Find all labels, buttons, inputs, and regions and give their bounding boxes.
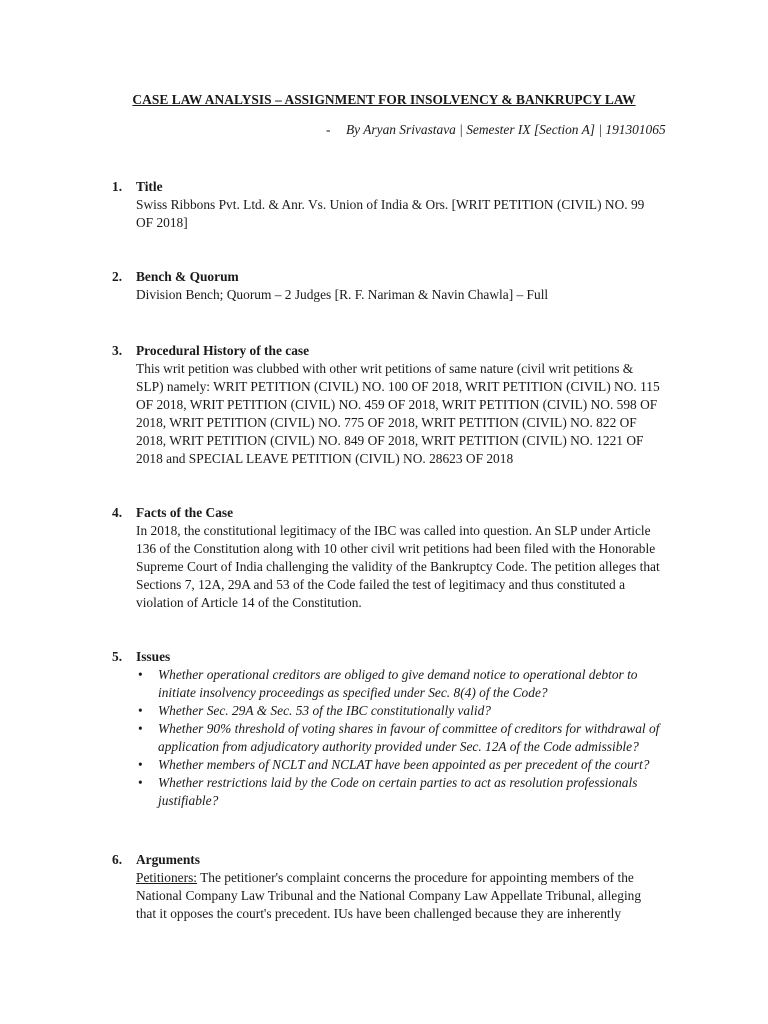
body-line: 2018, WRIT PETITION (CIVIL) NO. 849 OF 2018, WRIT PETITION (CIVIL) NO. 1221 OF — [136, 433, 644, 448]
section-body — [112, 522, 672, 612]
section-heading — [112, 342, 672, 360]
bullet-marker: • — [138, 721, 143, 736]
body-line: In 2018, the constitutional legitimacy of the IBC was called into question. An SLP under Article — [136, 523, 651, 538]
byline-dash: - — [326, 122, 331, 137]
bullet-line: Whether members of NCLT and NCLAT have been appointed as per precedent of the court? — [158, 757, 650, 772]
section-heading-text: Bench & Quorum — [136, 269, 239, 284]
bullet-line: Whether 90% threshold of voting shares in favour of committee of creditors for withdrawal of — [158, 721, 660, 736]
bullet-line: application from adjudicatory authority provided under Sec. 12A of the Code admissible? — [158, 739, 639, 754]
body-line: Swiss Ribbons Pvt. Ltd. & Anr. Vs. Union of India & Ors. [WRIT PETITION (CIVIL) NO. 99 — [136, 197, 645, 212]
section-heading — [112, 648, 672, 666]
section-heading — [112, 268, 672, 286]
bullet-line: Whether operational creditors are obliged to give demand notice to operational debtor to — [158, 667, 638, 682]
list-item — [136, 720, 672, 756]
body-line: OF 2018] — [136, 215, 188, 230]
bullet-line: Whether Sec. 29A & Sec. 53 of the IBC constitutionally valid? — [158, 703, 491, 718]
section-heading-text: Procedural History of the case — [136, 343, 310, 358]
section-facts — [112, 504, 672, 612]
issues-list — [112, 666, 672, 810]
section-bench-quorum — [112, 268, 672, 304]
document-title: CASE LAW ANALYSIS – ASSIGNMENT FOR INSOLVENCY & BANKRUPCY LAW — [132, 92, 636, 107]
list-item — [136, 774, 672, 810]
body-line: Supreme Court of India challenging the validity of the Bankruptcy Code. The petition alleges that — [136, 559, 660, 574]
bullet-line: Whether restrictions laid by the Code on certain parties to act as resolution professionals — [158, 775, 638, 790]
bullet-line: justifiable? — [158, 793, 219, 808]
bullet-marker: • — [138, 703, 143, 718]
bullet-line: initiate insolvency proceedings as specified under Sec. 8(4) of the Code? — [158, 685, 548, 700]
list-item — [136, 702, 672, 720]
body-line-text: The petitioner's complaint concerns the procedure for appointing members of the — [197, 870, 634, 885]
section-body — [112, 286, 672, 304]
section-heading-text: Issues — [136, 649, 171, 664]
section-heading-text: Facts of the Case — [136, 505, 234, 520]
section-issues — [112, 648, 672, 810]
section-number: 2. — [112, 269, 123, 284]
byline-text: By Aryan Srivastava | Semester IX [Section A] | 191301065 — [346, 122, 666, 137]
section-body — [112, 869, 672, 923]
list-item — [136, 756, 672, 774]
section-heading-text: Title — [136, 179, 163, 194]
body-line: 2018 and SPECIAL LEAVE PETITION (CIVIL) NO. 28623 OF 2018 — [136, 451, 514, 466]
section-number: 3. — [112, 343, 123, 358]
body-line: National Company Law Tribunal and the National Company Law Appellate Tribunal, alleging — [136, 888, 642, 903]
body-line: 136 of the Constitution along with 10 other civil writ petitions had been filed with the Honorable — [136, 541, 656, 556]
body-line: Division Bench; Quorum – 2 Judges [R. F. Nariman & Navin Chawla] – Full — [136, 287, 549, 302]
body-line: OF 2018, WRIT PETITION (CIVIL) NO. 459 OF 2018, WRIT PETITION (CIVIL) NO. 598 OF — [136, 397, 658, 412]
bullet-marker: • — [138, 667, 143, 682]
section-heading — [112, 178, 672, 196]
author-byline — [326, 122, 666, 138]
body-line: that it opposes the court's precedent. IUs have been challenged because they are inherently — [136, 906, 622, 921]
section-body — [112, 360, 672, 468]
bullet-marker: • — [138, 775, 143, 790]
body-line — [136, 869, 672, 887]
section-title — [112, 178, 672, 232]
section-procedural-history — [112, 342, 672, 468]
body-line: violation of Article 14 of the Constitution. — [136, 595, 362, 610]
petitioners-label: Petitioners: — [136, 870, 197, 885]
list-item — [136, 666, 672, 702]
bullet-marker: • — [138, 757, 143, 772]
section-heading — [112, 851, 672, 869]
section-number: 1. — [112, 179, 123, 194]
section-arguments — [112, 851, 672, 923]
body-line: SLP) namely: WRIT PETITION (CIVIL) NO. 100 OF 2018, WRIT PETITION (CIVIL) NO. 115 — [136, 379, 660, 394]
section-body — [112, 196, 672, 232]
body-line: Sections 7, 12A, 29A and 53 of the Code failed the test of legitimacy and thus constituted a — [136, 577, 626, 592]
body-line: This writ petition was clubbed with other writ petitions of same nature (civil writ petitions & — [136, 361, 634, 376]
section-heading-text: Arguments — [136, 852, 200, 867]
section-number: 5. — [112, 649, 123, 664]
section-number: 6. — [112, 852, 123, 867]
body-line: 2018, WRIT PETITION (CIVIL) NO. 775 OF 2018, WRIT PETITION (CIVIL) NO. 822 OF — [136, 415, 637, 430]
section-heading — [112, 504, 672, 522]
section-number: 4. — [112, 505, 123, 520]
